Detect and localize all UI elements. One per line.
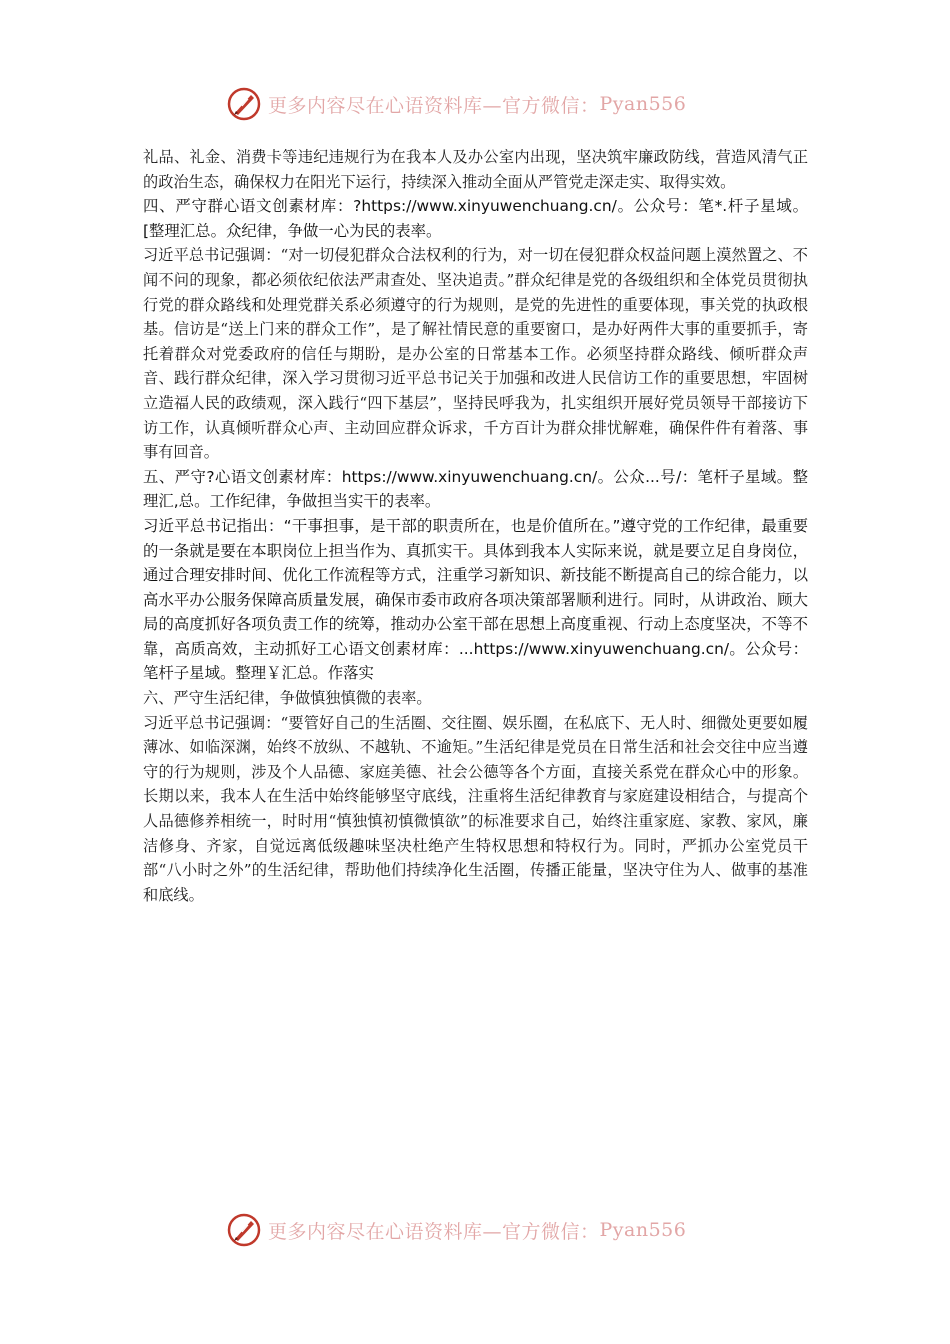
paragraph-intro-continuation: 礼品、礼金、消费卡等违纪违规行为在我本人及办公室内出现，坚决筑牢廉政防线，营造风清气正的政治生态，确保权力在阳光下运行，持续深入推动全面从严管党走深走实、取得实效。 — [143, 148, 808, 191]
quill-logo-icon — [226, 86, 262, 122]
section-heading-4: 四、严守群心语文创素材库：?https://www.xinyuwenchuang.cn/。公众号：笔*.杆子星域。[整理汇总。众纪律，争做一心为民的表率。 — [143, 197, 808, 240]
paragraph-life-discipline: 习近平总书记强调：“要管好自己的生活圈、交往圈、娱乐圈，在私底下、无人时、细微处更要如履薄冰、如临深渊，始终不放纵、不越轨、不逾矩。”生活纪律是党员在日常生活和社会交往中应当遵守的行为规则，涉及个人品德、家庭美德、社会公德等各个方面，直接关系党在群众心中的形象。长期以来，我本人在生活中始终能够坚守底线，注重将生活纪律教育与家庭建设相结合，与提高个人品德修养相统一，时时用“慎独慎初慎微慎欲”的标准要求自己，始终注重家庭、家教、家风，廉洁修身、齐家，自觉远离低级趣味坚决杜绝产生特权思想和特权行为。同时，严抓办公室党员干部“八小时之外”的生活纪律，帮助他们持续净化生活圈，传播正能量，坚决守住为人、做事的基准和底线。 — [143, 713, 808, 904]
section-heading-6: 六、严守生活纪律，争做慎独慎微的表率。 — [143, 689, 432, 708]
banner-text: 更多内容尽在心语资料库—官方微信： — [268, 94, 600, 117]
document-body — [143, 145, 808, 907]
footer-watermark-banner — [226, 1210, 746, 1250]
banner-wechat-id: Pyan556 — [599, 1219, 687, 1241]
paragraph-mass-discipline: 习近平总书记强调：“对一切侵犯群众合法权利的行为，对一切在侵犯群众权益问题上漠然置之、不闻不问的现象，都必须依纪依法严肃查处、坚决追责。”群众纪律是党的各级组织和全体党员贯彻执行党的群众路线和处理党群关系必须遵守的行为规则，是党的先进性的重要体现，事关党的执政根基。信访是“送上门来的群众工作”，是了解社情民意的重要窗口，是办好两件大事的重要抓手，寄托着群众对党委政府的信任与期盼，是办公室的日常基本工作。必须坚持群众路线、倾听群众声音、践行群众纪律，深入学习贯彻习近平总书记关于加强和改进人民信访工作的重要思想，牢固树立造福人民的政绩观，深入践行“四下基层”，坚持民呼我为，扎实组织开展好党员领导干部接访下访工作，认真倾听群众心声、主动回应群众诉求，千方百计为群众排忧解难，确保件件有着落、事事有回音。 — [143, 246, 808, 462]
header-watermark-banner — [226, 84, 746, 124]
section-heading-5: 五、严守?心语文创素材库：https://www.xinyuwenchuang.cn/。公众...号/：笔杆子星域。整理汇,总。工作纪律，争做担当实干的表率。 — [143, 467, 808, 511]
paragraph-work-discipline: 习近平总书记指出：“干事担事，是干部的职责所在，也是价值所在。”遵守党的工作纪律，最重要的一条就是要在本职岗位上担当作为、真抓实干。具体到我本人实际来说，就是要立足自身岗位，通过合理安排时间、优化工作流程等方式，注重学习新知识、新技能不断提高自己的综合能力，以高水平办公服务保障高质量发展，确保市委市政府各项决策部署顺利进行。同时，从讲政治、顾大局的高度抓好各项负责工作的统筹，推动办公室干部在思想上高度重视、行动上态度坚决，不等不靠，高质高效，主动抓好工心语文创素材库：...https://www.xinyuwenchuang.cn/。公众号：笔杆子星域。整理￥汇总。作落实 — [143, 516, 808, 683]
quill-logo-icon — [226, 1212, 262, 1248]
banner-wechat-id: Pyan556 — [599, 93, 687, 115]
banner-text: 更多内容尽在心语资料库—官方微信： — [268, 1220, 600, 1243]
